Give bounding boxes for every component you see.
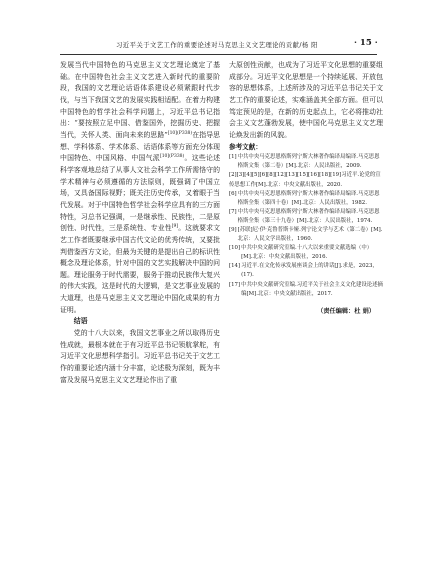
right-column — [229, 60, 383, 317]
reference-item: [14] 习近平.在文化传承发展座谈会上的讲话[J].求是，2023，(17). — [229, 263, 378, 279]
reference-item: [17] 中共中央文献研究室编.习近平关于社会主义文化建设论述摘编[M].北京：中央文献出版社，2017. — [229, 281, 383, 297]
references-list — [229, 153, 383, 299]
paragraph: 党的十八大以来，我国文艺事业之所以取得历史性成就，最根本就在于有习近平总书记领航掌舵，有习近平文化思想科学指引。习近平总书记关于文艺工作的重要论述内涵十分丰富，论述极为深刻，既为丰富及发展马克思主义文艺理论作出了重 — [60, 329, 220, 384]
editor-credit: （责任编辑：杜 娟） — [317, 307, 375, 315]
reference-item: [6] 中共中央马克思恩格斯列宁斯大林著作编译局编译.马克思恩格斯全集（第四十卷）[M].北京：人民出版社，1982. — [229, 190, 380, 206]
header-rule — [60, 54, 377, 55]
paragraph: 大原创性贡献，也成为了习近平文化思想的重要组成部分。习近平文化思想是一个持续延展、开放包容的思想体系，上述所涉及的习近平总书记关于文艺工作的重要论述，实难涵盖其全部方面。但可以笃定预见的是，在新的历史起点上，它必将推动社会主义文艺蓬勃发展，使中国化马克思主义文艺理论焕发出新的风貌。 — [229, 61, 383, 139]
references-title: 参考文献： — [229, 142, 262, 151]
citation: [10](P338) — [159, 154, 185, 160]
reference-item: [10] 中共中央文献研究室编.十八大以来重要文献选编（中）[M].北京：中央文献出版社，2016. — [229, 245, 373, 261]
reference-item: [9] [苏联]尼·伊·克鲁普斯卡娅.列宁论文学与艺术（第二卷）[M].北京：人民文学出版社，1960. — [229, 227, 383, 243]
section-heading: 结语 — [73, 317, 88, 326]
paragraph: 发展当代中国特色的马克思主义文艺理论奠定了基础。在中国特色社会主义文艺进入新时代的重要阶段，我国的文艺理论话语体系建设必须紧跟时代步伐，与当下我国文艺的发展实践相适配。在着力构建中国特色的哲学社会科学问题上，习近平总书记指出：“要按照立足中国、借鉴国外，挖掘历史、把握当代，关怀人类、面向未来的思路”$^{[10](P338)}$在指导思想、学科体系、学术体系、话语体系等方面充分体现中国特色、中国风格、中国气派$^{[10](P338)}$。这些论述科学客观地总结了从事人文社会科学工作所需恪守的学术精神与必须遵循的方法原则，既强调了中国立场，又具备国际视野；既关注历史传承，又着眼于当代发展。对于中国特色哲学社会科学应具有的三方面特性，习总书记强调，一是继承性、民族性，二是原创性、时代性，三是系统性、专业性[9]。这就要求文艺工作者既要继承中国古代文论的优秀传统，又要批判借鉴西方文论，但最为关键的是提出自己的标识性概念及理论体系，针对中国的文艺实践解决中国的问题。理论服务于时代需要，服务于推动民族伟大复兴的伟大实践，这是时代的大逻辑，是文艺事业发展的大道理，也是马克思主义文艺理论中国化成果的有力证明。 — [60, 61, 221, 314]
reference-item: [1] 中共中央马克思恩格斯列宁斯大林著作编译局编译.马克思恩格斯文集（第二卷）[M].北京：人民出版社，2009. — [229, 154, 380, 170]
page-number: · 15 · — [354, 38, 378, 48]
left-column — [60, 60, 220, 386]
citation: [10](P338) — [167, 131, 193, 137]
citation: [9] — [171, 224, 179, 230]
reference-item: [7] 中共中央马克思恩格斯列宁斯大林著作编译局编译.马克思恩格斯全集（第三十九卷）[M].北京：人民出版社，1974. — [229, 208, 380, 224]
running-title: 习近平关于文艺工作的重要论述对马克思主义文艺理论的贡献/杨 阳 — [116, 41, 318, 49]
reference-item: [2][3][4][5][6][8][12][13][15][16][18][19]习近平.论党的宣传思想工作[M].北京：中央文献出版社，2020. — [229, 172, 381, 188]
running-header — [0, 38, 427, 54]
